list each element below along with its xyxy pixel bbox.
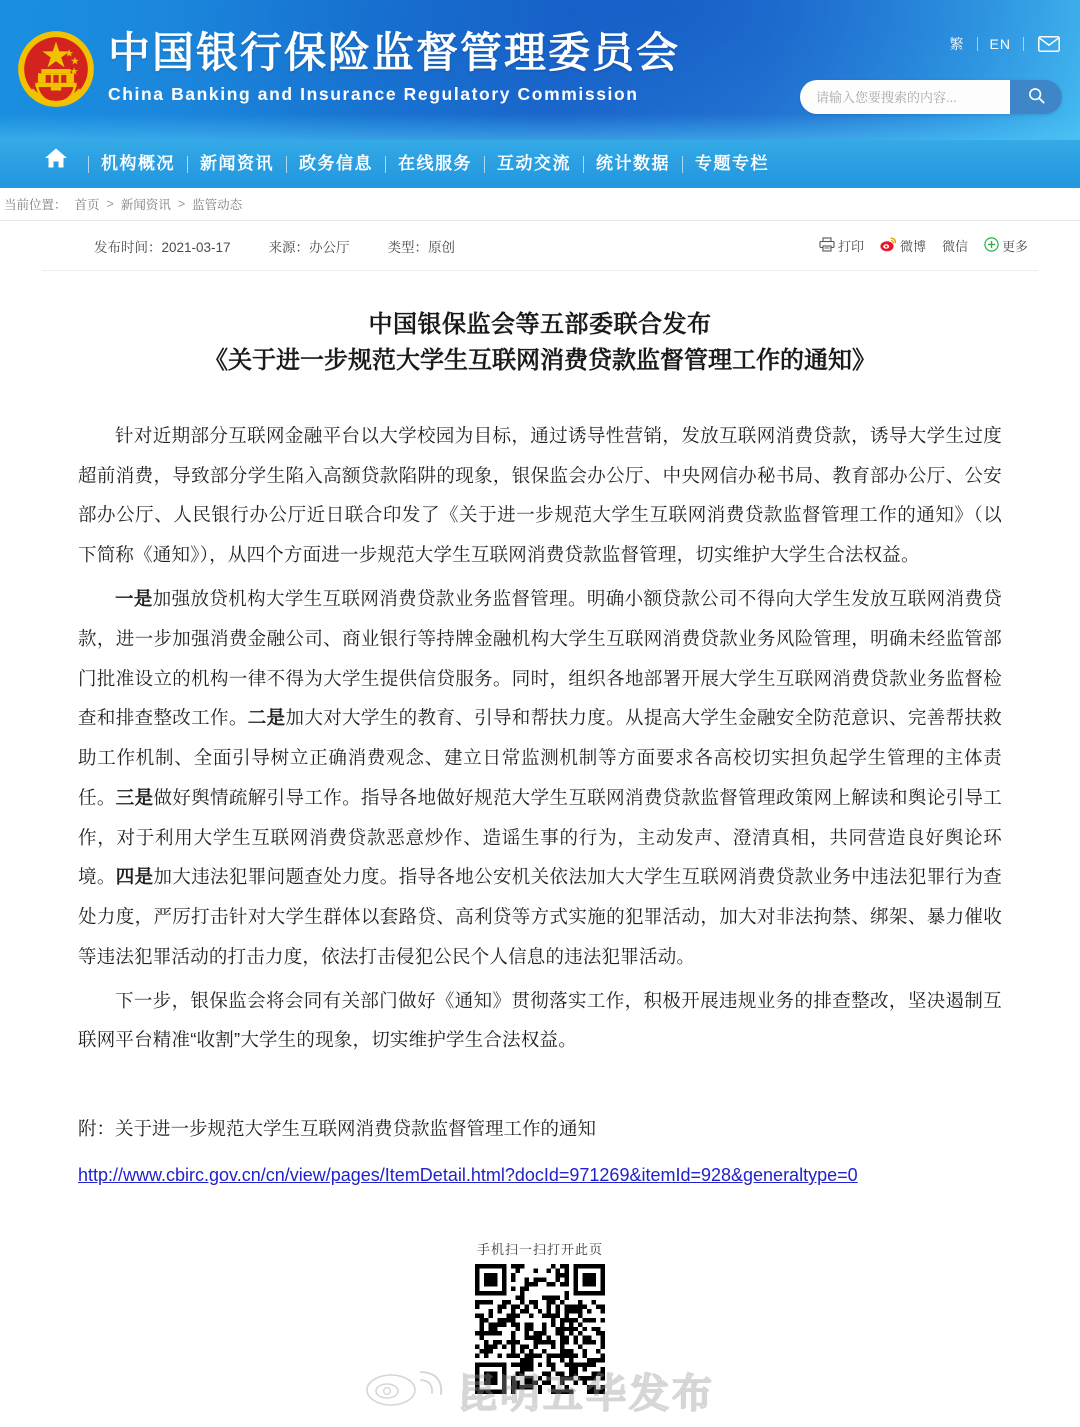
qr-block bbox=[42, 1239, 1038, 1394]
article-container bbox=[0, 221, 1080, 1394]
attachment-label: 附：关于进一步规范大学生互联网消费贷款监督管理工作的通知 bbox=[78, 1118, 597, 1140]
publish-time-label: 发布时间： bbox=[94, 239, 162, 255]
article-paragraph-1: 针对近期部分互联网金融平台以大学校园为目标，通过诱导性营销，发放互联网消费贷款，诱导大学生过度超前消费，导致部分学生陷入高额贷款陷阱的现象，银保监会办公厅、中央网信办秘书局、教育部办公厅、公安部办公厅、人民银行办公厅近日联合印发了《关于进一步规范大学生互联网消费贷款监督管理工作的通知》（以下简称《通知》），从四个方面进一步规范大学生互联网消费贷款监督管理，切实维护大学生合法权益。 bbox=[78, 424, 1002, 566]
nav-item-0[interactable]: 机构概况 bbox=[101, 154, 175, 173]
attachment-link[interactable]: http://www.cbirc.gov.cn/cn/view/pages/ItemDetail.html?docId=971269&itemId=928&generaltype=0 bbox=[78, 1165, 858, 1186]
lang-traditional-button[interactable]: 繁 bbox=[949, 36, 965, 52]
breadcrumb bbox=[0, 188, 1080, 221]
source-value: 办公厅 bbox=[309, 239, 350, 255]
nav-item-4[interactable]: 互动交流 bbox=[497, 154, 571, 173]
emphasis-run: 二是 bbox=[247, 707, 286, 729]
wechat-share-button[interactable] bbox=[936, 236, 974, 255]
national-emblem-icon bbox=[13, 26, 99, 112]
emphasis-run: 四是 bbox=[115, 866, 154, 888]
wechat-label: 微信 bbox=[941, 239, 968, 254]
site-brand bbox=[108, 28, 680, 105]
text-run: 加大违法犯罪问题查处力度。指导各地公安机关依法加大大学生互联网消费贷款业务中违法犯罪行为查处力度，严厉打击针对大学生群体以套路贷、高利贷等方式实施的犯罪活动，加大对非法拘禁、绑架、暴力催收等违法犯罪活动的打击力度，依法打击侵犯公民个人信息的违法犯罪活动。 bbox=[78, 866, 1003, 967]
mail-icon[interactable] bbox=[1024, 36, 1062, 52]
article-title-line-2: 《关于进一步规范大学生互联网消费贷款监督管理工作的通知》 bbox=[204, 347, 876, 375]
emphasis-run: 一是 bbox=[115, 588, 153, 609]
publish-time-value: 2021-03-17 bbox=[161, 239, 231, 255]
more-share-button[interactable] bbox=[978, 236, 1034, 255]
text-run: 加强放贷机构大学生互联网消费贷款业务监督管理。明确小额贷款公司不得向大学生发放互联网消费贷款，进一步加强消费金融公司、商业银行等持牌金融机构大学生互联网消费贷款业务风险管理，明确未经监管部门批准设立的机构一律不得为大学生提供信贷服务。同时，组织各地部署开展大学生互联网消费贷款业务监督检查和排查整改工作。 bbox=[78, 588, 1002, 729]
article-meta-row bbox=[42, 221, 1038, 271]
publish-time bbox=[94, 236, 231, 256]
header-tools bbox=[938, 34, 1062, 54]
doc-type-value: 原创 bbox=[428, 239, 456, 255]
weibo-icon bbox=[880, 237, 897, 255]
article-title-line-1: 中国银保监会等五部委联合发布 bbox=[368, 311, 712, 338]
main-navigation bbox=[0, 140, 1080, 188]
breadcrumb-item-0[interactable]: 首页 bbox=[74, 198, 100, 212]
article-body bbox=[42, 392, 1038, 1060]
qr-caption: 手机扫一扫打开此页 bbox=[476, 1241, 603, 1257]
emphasis-run: 三是 bbox=[115, 786, 154, 808]
article-paragraph-3: 下一步，银保监会将会同有关部门做好《通知》贯彻落实工作，积极开展违规业务的排查整改，坚决遏制互联网平台精准“收割”大学生的现象，切实维护学生合法权益。 bbox=[78, 989, 1002, 1051]
print-label: 打印 bbox=[837, 239, 864, 254]
breadcrumb-label: 当前位置： bbox=[4, 198, 67, 212]
lang-english-button[interactable]: EN bbox=[989, 36, 1011, 52]
doc-type bbox=[388, 236, 456, 256]
text-run: 加大对大学生的教育、引导和帮扶力度。从提高大学生金融安全防范意识、完善帮扶救助工作机制、全面引导树立正确消费观念、建立日常监测机制等方面要求各高校切实担负起学生管理的主体责任。 bbox=[78, 707, 1003, 808]
share-group bbox=[813, 236, 1034, 255]
site-title-cn: 中国银行保险监督管理委员会 bbox=[108, 29, 681, 76]
home-icon bbox=[44, 140, 68, 188]
more-label: 更多 bbox=[1001, 239, 1028, 254]
qr-code-icon bbox=[475, 1264, 605, 1394]
nav-item-3[interactable]: 在线服务 bbox=[398, 154, 472, 173]
breadcrumb-separator: > bbox=[177, 197, 186, 211]
nav-item-2[interactable]: 政务信息 bbox=[299, 154, 373, 173]
nav-item-5[interactable]: 统计数据 bbox=[596, 154, 670, 173]
search-button[interactable] bbox=[1010, 80, 1062, 114]
source-label: 来源： bbox=[268, 239, 310, 255]
attachment-block bbox=[42, 1064, 1038, 1195]
article-title-block bbox=[42, 271, 1038, 392]
print-button[interactable] bbox=[813, 236, 870, 255]
nav-item-1[interactable]: 新闻资讯 bbox=[200, 154, 274, 173]
source bbox=[269, 236, 350, 256]
site-header bbox=[0, 0, 1080, 140]
weibo-share-button[interactable] bbox=[874, 236, 932, 255]
search-input[interactable] bbox=[800, 80, 1010, 114]
breadcrumb-item-1[interactable]: 新闻资讯 bbox=[120, 198, 171, 212]
printer-icon bbox=[819, 237, 835, 255]
breadcrumb-item-2[interactable]: 监管动态 bbox=[192, 198, 243, 212]
text-run: 做好舆情疏解引导工作。指导各地做好规范大学生互联网消费贷款监督管理政策网上解读和舆论引导工作，对于利用大学生互联网消费贷款恶意炒作、造谣生事的行为，主动发声、澄清真相，共同营造良好舆论环境。 bbox=[78, 786, 1003, 888]
search-icon bbox=[1028, 87, 1045, 107]
breadcrumb-separator: > bbox=[106, 197, 114, 211]
plus-circle-icon bbox=[984, 237, 999, 255]
doc-type-label: 类型： bbox=[387, 239, 429, 255]
site-title-en: China Banking and Insurance Regulatory Commission bbox=[108, 83, 639, 104]
article-paragraph-2 bbox=[78, 579, 1002, 977]
search-bar[interactable] bbox=[800, 80, 1062, 114]
nav-item-home[interactable] bbox=[10, 140, 88, 188]
nav-item-6[interactable]: 专题专栏 bbox=[695, 154, 769, 173]
weibo-label: 微博 bbox=[899, 239, 926, 254]
watermark-text: 昆明五华发布 bbox=[457, 1372, 715, 1416]
